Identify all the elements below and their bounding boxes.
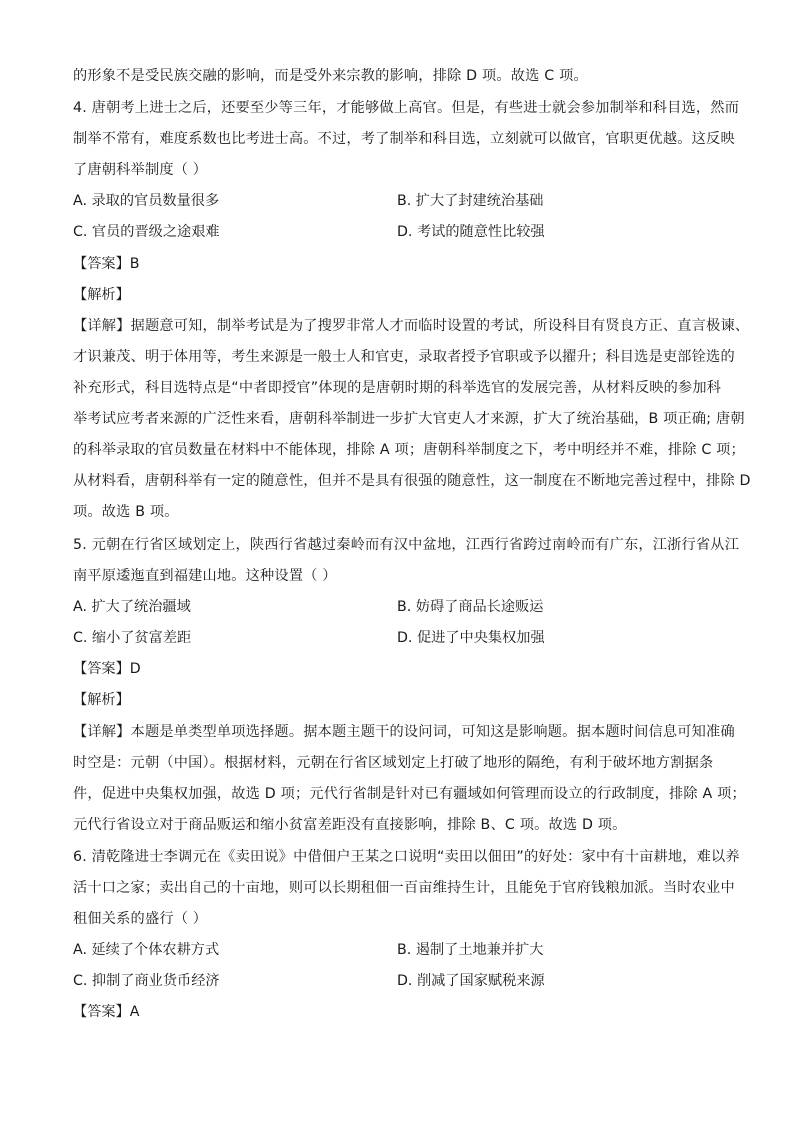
q6-stem-line-2: 活十口之家；卖出自己的十亩地，则可以长期租佃一百亩维持生计，且能免于官府钱粮加派。当时农业中 <box>73 880 735 896</box>
q5-option-a: A. 扩大了统治疆域 <box>73 599 191 615</box>
q4-option-b: B. 扩大了封建统治基础 <box>397 193 544 209</box>
q4-detail-line-7: 项。故选 B 项。 <box>73 504 179 520</box>
q4-answer: 【答案】B <box>73 256 140 272</box>
q4-detail-line-5: 的科举录取的官员数量在材料中不能体现，排除 A 项；唐朝科举制度之下，考中明经并不难，排除 C 项； <box>73 442 745 458</box>
q5-detail-line-4: 元代行省设立对于商品贩运和缩小贫富差距没有直接影响，排除 B、C 项。故选 D 项。 <box>73 817 627 833</box>
q5-answer: 【答案】D <box>73 661 141 677</box>
q4-stem-line-1: 4. 唐朝考上进士之后，还要至少等三年，才能够做上高官。但是，有些进士就会参加制举和科目选，然而 <box>73 100 740 116</box>
q4-stem-line-2: 制举不常有，难度系数也比考进士高。不过，考了制举和科目选，立刻就可以做官，官职更优越。这反映 <box>73 131 735 147</box>
q6-option-a: A. 延续了个体农耕方式 <box>73 942 220 958</box>
q6-stem-line-3: 租佃关系的盛行（ ） <box>73 911 208 927</box>
q5-option-d: D. 促进了中央集权加强 <box>397 630 545 646</box>
q6-option-b: B. 遏制了土地兼并扩大 <box>397 942 544 958</box>
q4-detail-line-4: 举考试应考者来源的广泛性来看，唐朝科举制进一步扩大官吏人才来源，扩大了统治基础，B 项正确; 唐朝 <box>73 411 745 427</box>
q4-detail-line-2: 才识兼茂、明于体用等，考生来源是一般士人和官吏，录取者授予官职或予以擢升；科目选是吏部铨选的 <box>73 349 735 365</box>
q4-option-c: C. 官员的晋级之途艰难 <box>73 224 220 240</box>
q5-analysis-label: 【解析】 <box>73 692 130 708</box>
q4-option-a: A. 录取的官员数量很多 <box>73 193 220 209</box>
q4-analysis-label: 【解析】 <box>73 287 130 303</box>
q4-option-d: D. 考试的随意性比较强 <box>397 224 545 240</box>
q5-detail-line-3: 件，促进中央集权加强，故选 D 项；元代行省制是针对已有疆域如何管理而设立的行政制度，排除 A 项； <box>73 786 746 802</box>
q6-answer: 【答案】A <box>73 1004 140 1020</box>
q6-option-d: D. 削减了国家赋税来源 <box>397 973 545 989</box>
q4-stem-line-3: 了唐朝科举制度（ ） <box>73 162 208 178</box>
q4-detail-line-3: 补充形式，科目选特点是“中者即授官”体现的是唐朝时期的科举选官的发展完善，从材料反映的参加科 <box>73 380 722 396</box>
q4-detail-line-6: 从材料看，唐朝科举有一定的随意性，但并不是具有很强的随意性，这一制度在不断地完善过程中，排除 D <box>73 473 751 489</box>
q5-detail-line-2: 时空是：元朝（中国）。根据材料，元朝在行省区域划定上打破了地形的隔绝，有利于破坏地方割据条 <box>73 755 714 771</box>
q6-stem-line-1: 6. 清乾隆进士李调元在《卖田说》中借佃户王某之口说明“卖田以佃田”的好处：家中有十亩耕地，难以养 <box>73 849 740 865</box>
q5-stem-line-1: 5. 元朝在行省区域划定上，陕西行省越过秦岭而有汉中盆地，江西行省跨过南岭而有广东，江浙行省从江 <box>73 537 740 553</box>
q4-detail-line-1: 【详解】据题意可知，制举考试是为了搜罗非常人才而临时设置的考试，所设科目有贤良方正、直言极谏、 <box>73 318 750 334</box>
intro-line: 的形象不是受民族交融的影响，而是受外来宗教的影响，排除 D 项。故选 C 项。 <box>73 68 588 84</box>
q5-option-c: C. 缩小了贫富差距 <box>73 630 192 646</box>
q5-option-b: B. 妨碍了商品长途贩运 <box>397 599 544 615</box>
q5-stem-line-2: 南平原逶迤直到福建山地。这种设置（ ） <box>73 568 337 584</box>
q6-option-c: C. 抑制了商业货币经济 <box>73 973 220 989</box>
q5-detail-line-1: 【详解】本题是单类型单项选择题。据本题主题干的设问词，可知这是影响题。据本题时间信息可知准确 <box>73 724 735 740</box>
